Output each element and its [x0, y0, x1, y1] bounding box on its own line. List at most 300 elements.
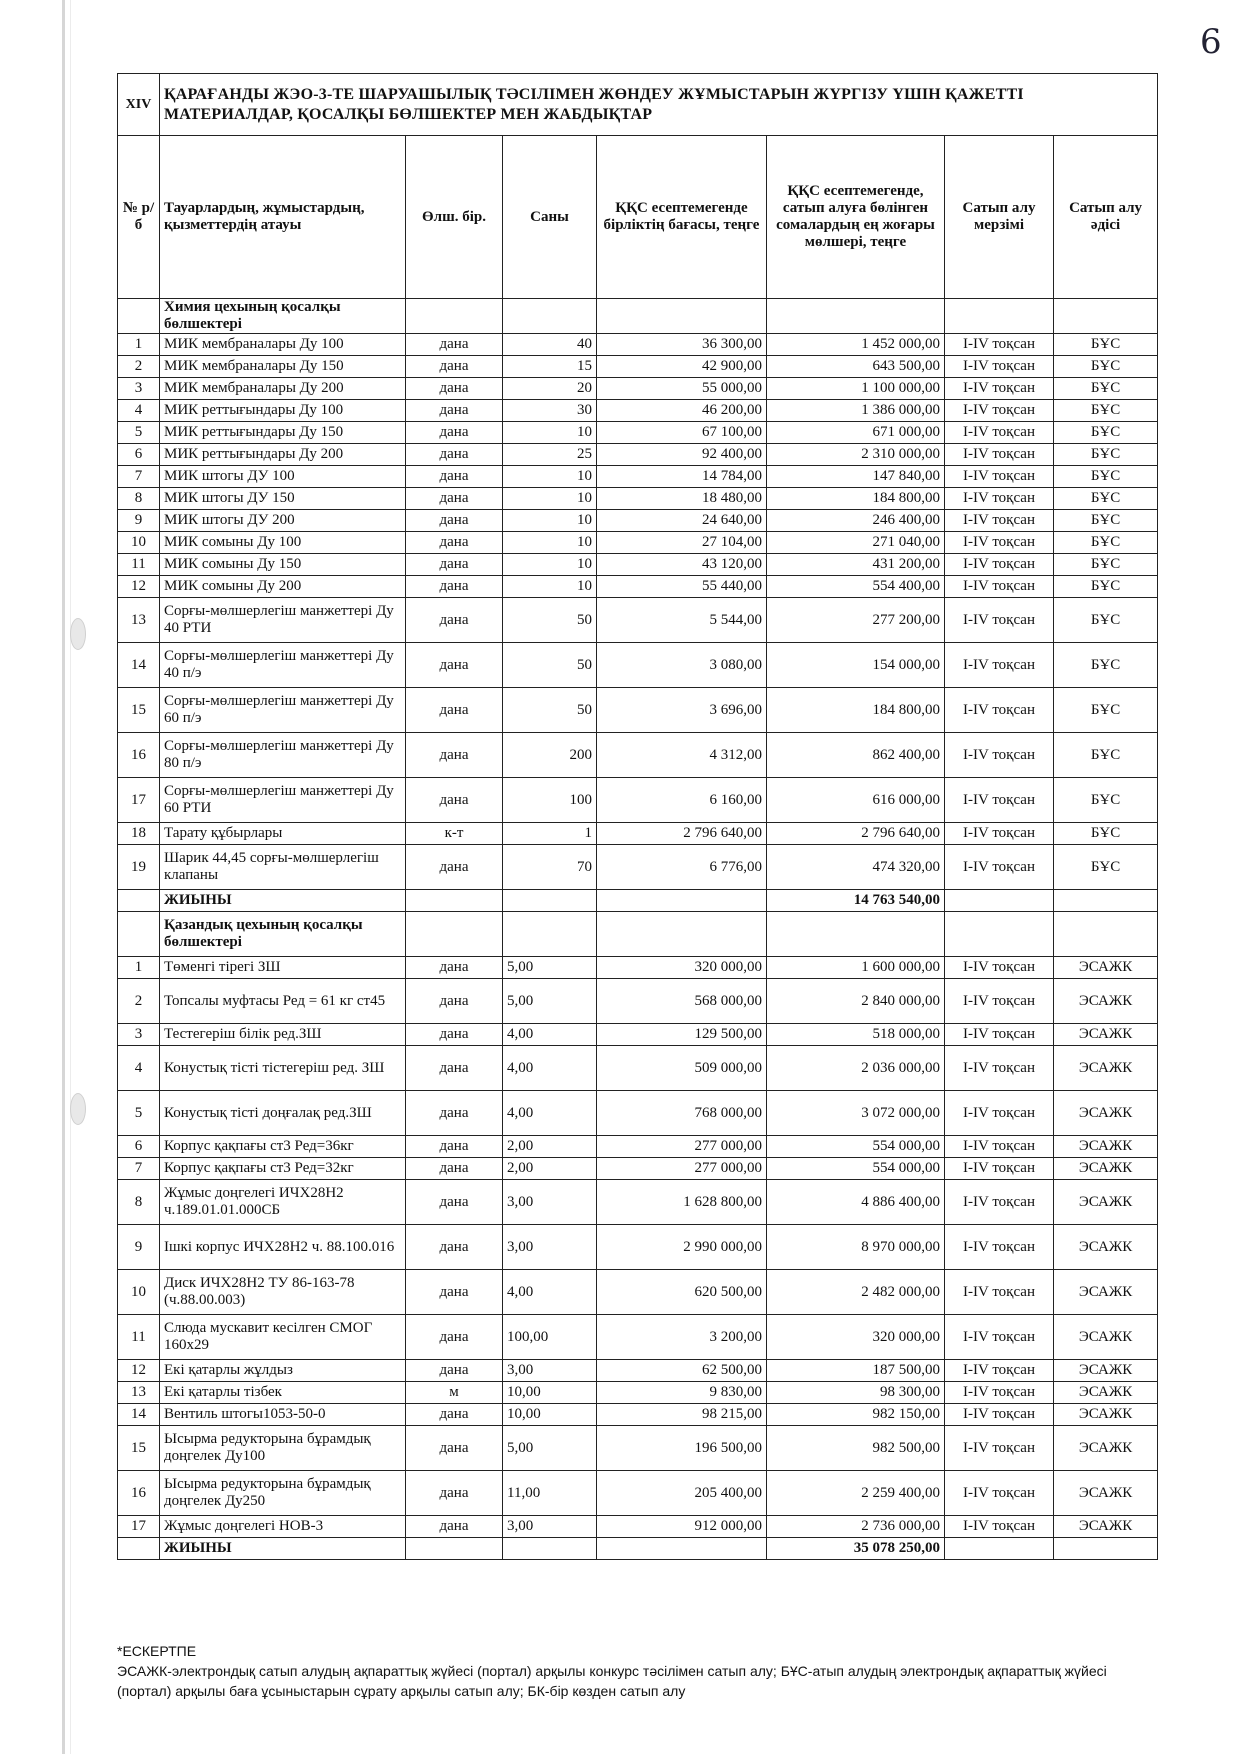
quantity: 10,00: [503, 1382, 597, 1404]
quantity: 2,00: [503, 1136, 597, 1158]
purchase-period: I-IV тоқсан: [945, 598, 1054, 643]
total-amount: 554 400,00: [767, 576, 945, 598]
unit-price: 24 640,00: [597, 510, 767, 532]
quantity: 10: [503, 422, 597, 444]
item-name: Ысырма редукторына бұрамдық доңгелек Ду100: [160, 1426, 406, 1471]
purchase-period: I-IV тоқсан: [945, 778, 1054, 823]
empty-cell: [118, 890, 160, 912]
quantity: 200: [503, 733, 597, 778]
section-title: ҚАРАҒАНДЫ ЖЭО-3-ТЕ ШАРУАШЫЛЫҚ ТӘСІЛІМЕН ЖӨНДЕУ ЖҰМЫСТАРЫН ЖҮРГІЗУ ҮШІН ҚАЖЕТТІ МАТЕРИАЛДАР, ҚОСАЛҚЫ БӨЛШЕКТЕР МЕН ЖАБДЫҚТАР: [160, 74, 1158, 136]
unit: дана: [406, 576, 503, 598]
total-amount: 1 100 000,00: [767, 378, 945, 400]
quantity: 40: [503, 334, 597, 356]
table-row: [118, 845, 1158, 890]
total-amount: 982 150,00: [767, 1404, 945, 1426]
section-number: XIV: [118, 74, 160, 136]
unit: дана: [406, 488, 503, 510]
unit-price: 42 900,00: [597, 356, 767, 378]
total-amount: 8 970 000,00: [767, 1225, 945, 1270]
unit-price: 3 200,00: [597, 1315, 767, 1360]
total-amount: 1 452 000,00: [767, 334, 945, 356]
purchase-period: I-IV тоқсан: [945, 688, 1054, 733]
row-number: 17: [118, 1516, 160, 1538]
total-amount: 277 200,00: [767, 598, 945, 643]
item-name: МИК мембраналары Ду 150: [160, 356, 406, 378]
unit-price: 18 480,00: [597, 488, 767, 510]
table-row: [118, 576, 1158, 598]
item-name: МИК штогы ДУ 100: [160, 466, 406, 488]
row-number: 15: [118, 688, 160, 733]
unit: дана: [406, 1270, 503, 1315]
item-name: Жұмыс доңгелегі ИЧХ28Н2 ч.189.01.01.000СБ: [160, 1180, 406, 1225]
row-number: 17: [118, 778, 160, 823]
unit: дана: [406, 554, 503, 576]
row-number: 9: [118, 510, 160, 532]
total-amount: 2 036 000,00: [767, 1046, 945, 1091]
table-row: [118, 1024, 1158, 1046]
purchase-period: I-IV тоқсан: [945, 400, 1054, 422]
quantity: 50: [503, 643, 597, 688]
item-name: Тарату құбырлары: [160, 823, 406, 845]
table-row: [118, 733, 1158, 778]
unit: дана: [406, 688, 503, 733]
unit: дана: [406, 733, 503, 778]
purchase-method: ЭСАЖК: [1054, 1360, 1158, 1382]
purchase-method: БҰС: [1054, 400, 1158, 422]
purchase-method: ЭСАЖК: [1054, 1270, 1158, 1315]
empty-cell: [767, 299, 945, 334]
purchase-period: I-IV тоқсан: [945, 845, 1054, 890]
total-amount: 2 482 000,00: [767, 1270, 945, 1315]
quantity: 10: [503, 510, 597, 532]
total-amount: 4 886 400,00: [767, 1180, 945, 1225]
row-number: 1: [118, 334, 160, 356]
row-number: 14: [118, 1404, 160, 1426]
row-number: 10: [118, 532, 160, 554]
purchase-period: I-IV тоқсан: [945, 444, 1054, 466]
quantity: 4,00: [503, 1270, 597, 1315]
table-row: [118, 1516, 1158, 1538]
item-name: Екі қатарлы жұлдыз: [160, 1360, 406, 1382]
row-number: 10: [118, 1270, 160, 1315]
quantity: 3,00: [503, 1225, 597, 1270]
row-number: 3: [118, 1024, 160, 1046]
quantity: 10,00: [503, 1404, 597, 1426]
purchase-method: БҰС: [1054, 643, 1158, 688]
row-number: 11: [118, 1315, 160, 1360]
unit: дана: [406, 1404, 503, 1426]
table-row: [118, 1382, 1158, 1404]
total-value: 14 763 540,00: [767, 890, 945, 912]
unit: дана: [406, 979, 503, 1024]
row-number: 2: [118, 979, 160, 1024]
unit: дана: [406, 1091, 503, 1136]
item-name: Корпус қақпағы ст3 Ред=32кг: [160, 1158, 406, 1180]
unit-price: 129 500,00: [597, 1024, 767, 1046]
col-header-method: Сатып алу әдісі: [1054, 136, 1158, 299]
item-name: МИК сомыны Ду 100: [160, 532, 406, 554]
empty-cell: [597, 1538, 767, 1560]
purchase-period: I-IV тоқсан: [945, 823, 1054, 845]
col-header-no: № р/б: [118, 136, 160, 299]
unit: дана: [406, 532, 503, 554]
footnote-title: *ЕСКЕРТПЕ: [117, 1643, 197, 1659]
item-name: Тестегеріш білік ред.ЗШ: [160, 1024, 406, 1046]
unit-price: 62 500,00: [597, 1360, 767, 1382]
page-number: 6: [1200, 22, 1222, 62]
empty-cell: [1054, 890, 1158, 912]
total-row: [118, 890, 1158, 912]
group-title: Қазандық цехының қосалқы бөлшектері: [160, 912, 406, 957]
empty-cell: [406, 1538, 503, 1560]
purchase-period: I-IV тоқсан: [945, 1046, 1054, 1091]
table-row: [118, 510, 1158, 532]
table-row: [118, 444, 1158, 466]
row-number: 2: [118, 356, 160, 378]
row-number: 8: [118, 488, 160, 510]
quantity: 25: [503, 444, 597, 466]
table-row: [118, 1270, 1158, 1315]
table-row: [118, 778, 1158, 823]
purchase-method: БҰС: [1054, 554, 1158, 576]
footnote: [117, 1641, 1157, 1701]
quantity: 10: [503, 554, 597, 576]
table-row: [118, 1315, 1158, 1360]
purchase-method: ЭСАЖК: [1054, 979, 1158, 1024]
purchase-period: I-IV тоқсан: [945, 643, 1054, 688]
quantity: 50: [503, 598, 597, 643]
total-amount: 2 840 000,00: [767, 979, 945, 1024]
unit-price: 320 000,00: [597, 957, 767, 979]
total-row: [118, 1538, 1158, 1560]
purchase-method: ЭСАЖК: [1054, 1046, 1158, 1091]
table-row: [118, 1180, 1158, 1225]
row-number: 8: [118, 1180, 160, 1225]
row-number: 19: [118, 845, 160, 890]
item-name: Ішкі корпус ИЧХ28Н2 ч. 88.100.016: [160, 1225, 406, 1270]
purchase-period: I-IV тоқсан: [945, 1225, 1054, 1270]
total-amount: 643 500,00: [767, 356, 945, 378]
empty-cell: [118, 299, 160, 334]
purchase-method: ЭСАЖК: [1054, 1225, 1158, 1270]
unit: дана: [406, 1046, 503, 1091]
unit-price: 205 400,00: [597, 1471, 767, 1516]
unit-price: 620 500,00: [597, 1270, 767, 1315]
purchase-method: ЭСАЖК: [1054, 1382, 1158, 1404]
empty-cell: [503, 1538, 597, 1560]
purchase-method: БҰС: [1054, 733, 1158, 778]
item-name: МИК сомыны Ду 150: [160, 554, 406, 576]
unit: дана: [406, 1024, 503, 1046]
unit-price: 3 696,00: [597, 688, 767, 733]
empty-cell: [945, 299, 1054, 334]
table-row: [118, 643, 1158, 688]
total-amount: 147 840,00: [767, 466, 945, 488]
unit-price: 55 440,00: [597, 576, 767, 598]
unit-price: 14 784,00: [597, 466, 767, 488]
total-amount: 671 000,00: [767, 422, 945, 444]
unit: дана: [406, 466, 503, 488]
row-number: 13: [118, 598, 160, 643]
unit-price: 46 200,00: [597, 400, 767, 422]
unit-price: 5 544,00: [597, 598, 767, 643]
purchase-method: ЭСАЖК: [1054, 1426, 1158, 1471]
row-number: 5: [118, 1091, 160, 1136]
item-name: Сорғы-мөлшерлегіш манжеттері Ду 40 РТИ: [160, 598, 406, 643]
column-header-row: [118, 136, 1158, 299]
purchase-method: БҰС: [1054, 444, 1158, 466]
table-row: [118, 1225, 1158, 1270]
total-amount: 2 736 000,00: [767, 1516, 945, 1538]
unit: дана: [406, 1360, 503, 1382]
row-number: 7: [118, 466, 160, 488]
row-number: 4: [118, 1046, 160, 1091]
table-row: [118, 1158, 1158, 1180]
table-row: [118, 1091, 1158, 1136]
total-amount: 431 200,00: [767, 554, 945, 576]
item-name: Топсалы муфтасы Ред = 61 кг ст45: [160, 979, 406, 1024]
quantity: 10: [503, 576, 597, 598]
unit-price: 27 104,00: [597, 532, 767, 554]
table-row: [118, 1426, 1158, 1471]
item-name: Слюда мускавит кесілген СМОГ 160х29: [160, 1315, 406, 1360]
unit-price: 67 100,00: [597, 422, 767, 444]
item-name: Сорғы-мөлшерлегіш манжеттері Ду 80 п/э: [160, 733, 406, 778]
unit: дана: [406, 444, 503, 466]
quantity: 1: [503, 823, 597, 845]
total-amount: 1 386 000,00: [767, 400, 945, 422]
unit: дана: [406, 643, 503, 688]
purchase-period: I-IV тоқсан: [945, 488, 1054, 510]
quantity: 10: [503, 488, 597, 510]
item-name: МИК штогы ДУ 150: [160, 488, 406, 510]
item-name: Конустық тісті доңғалақ ред.ЗШ: [160, 1091, 406, 1136]
scan-edge: [62, 0, 65, 1754]
purchase-period: I-IV тоқсан: [945, 576, 1054, 598]
unit-price: 55 000,00: [597, 378, 767, 400]
row-number: 15: [118, 1426, 160, 1471]
purchase-period: I-IV тоқсан: [945, 378, 1054, 400]
total-amount: 474 320,00: [767, 845, 945, 890]
unit-price: 4 312,00: [597, 733, 767, 778]
total-amount: 271 040,00: [767, 532, 945, 554]
item-name: МИК штогы ДУ 200: [160, 510, 406, 532]
total-label: ЖИЫНЫ: [160, 890, 406, 912]
total-label: ЖИЫНЫ: [160, 1538, 406, 1560]
purchase-period: I-IV тоқсан: [945, 1270, 1054, 1315]
purchase-period: I-IV тоқсан: [945, 1426, 1054, 1471]
table-row: [118, 422, 1158, 444]
row-number: 3: [118, 378, 160, 400]
unit: дана: [406, 510, 503, 532]
purchase-method: БҰС: [1054, 688, 1158, 733]
purchase-method: ЭСАЖК: [1054, 957, 1158, 979]
col-header-price: ҚҚС есептемегенде бірліктің бағасы, теңге: [597, 136, 767, 299]
quantity: 100: [503, 778, 597, 823]
empty-cell: [118, 1538, 160, 1560]
item-name: Корпус қақпағы ст3 Ред=36кг: [160, 1136, 406, 1158]
row-number: 6: [118, 444, 160, 466]
quantity: 15: [503, 356, 597, 378]
table-row: [118, 688, 1158, 733]
purchase-period: I-IV тоқсан: [945, 1024, 1054, 1046]
group-boiler-shop: [118, 912, 1158, 1560]
unit: дана: [406, 598, 503, 643]
quantity: 11,00: [503, 1471, 597, 1516]
empty-cell: [597, 299, 767, 334]
purchase-method: ЭСАЖК: [1054, 1180, 1158, 1225]
table-row: [118, 979, 1158, 1024]
unit-price: 2 796 640,00: [597, 823, 767, 845]
unit-price: 912 000,00: [597, 1516, 767, 1538]
row-number: 9: [118, 1225, 160, 1270]
col-header-qty: Саны: [503, 136, 597, 299]
unit: м: [406, 1382, 503, 1404]
total-amount: 246 400,00: [767, 510, 945, 532]
purchase-method: ЭСАЖК: [1054, 1158, 1158, 1180]
purchase-method: БҰС: [1054, 422, 1158, 444]
row-number: 16: [118, 733, 160, 778]
row-number: 5: [118, 422, 160, 444]
row-number: 13: [118, 1382, 160, 1404]
unit: дана: [406, 1225, 503, 1270]
unit-price: 196 500,00: [597, 1426, 767, 1471]
empty-cell: [767, 912, 945, 957]
quantity: 20: [503, 378, 597, 400]
purchase-period: I-IV тоқсан: [945, 532, 1054, 554]
purchase-method: БҰС: [1054, 576, 1158, 598]
purchase-period: I-IV тоқсан: [945, 957, 1054, 979]
empty-cell: [597, 890, 767, 912]
table-row: [118, 334, 1158, 356]
table-row: [118, 378, 1158, 400]
table-row: [118, 598, 1158, 643]
purchase-period: I-IV тоқсан: [945, 1516, 1054, 1538]
purchase-period: I-IV тоқсан: [945, 1315, 1054, 1360]
row-number: 4: [118, 400, 160, 422]
item-name: МИК мембраналары Ду 200: [160, 378, 406, 400]
total-amount: 320 000,00: [767, 1315, 945, 1360]
row-number: 18: [118, 823, 160, 845]
empty-cell: [1054, 912, 1158, 957]
purchase-period: I-IV тоқсан: [945, 334, 1054, 356]
procurement-table: [117, 73, 1158, 1560]
total-amount: 2 259 400,00: [767, 1471, 945, 1516]
quantity: 5,00: [503, 957, 597, 979]
purchase-period: I-IV тоқсан: [945, 1136, 1054, 1158]
empty-cell: [406, 912, 503, 957]
unit: дана: [406, 1471, 503, 1516]
row-number: 16: [118, 1471, 160, 1516]
empty-cell: [118, 912, 160, 957]
table-row: [118, 532, 1158, 554]
item-name: МИК реттығындары Ду 100: [160, 400, 406, 422]
unit-price: 92 400,00: [597, 444, 767, 466]
purchase-period: I-IV тоқсан: [945, 554, 1054, 576]
table-row: [118, 356, 1158, 378]
item-name: МИК мембраналары Ду 100: [160, 334, 406, 356]
table-row: [118, 823, 1158, 845]
empty-cell: [945, 1538, 1054, 1560]
total-amount: 184 800,00: [767, 488, 945, 510]
quantity: 3,00: [503, 1180, 597, 1225]
item-name: Төменгі тірегі ЗШ: [160, 957, 406, 979]
total-amount: 616 000,00: [767, 778, 945, 823]
purchase-method: ЭСАЖК: [1054, 1024, 1158, 1046]
quantity: 4,00: [503, 1091, 597, 1136]
punch-hole: [70, 1093, 86, 1125]
item-name: Ысырма редукторына бұрамдық доңгелек Ду250: [160, 1471, 406, 1516]
purchase-method: ЭСАЖК: [1054, 1315, 1158, 1360]
quantity: 70: [503, 845, 597, 890]
unit-price: 3 080,00: [597, 643, 767, 688]
quantity: 3,00: [503, 1516, 597, 1538]
document-sheet: [117, 73, 1157, 1560]
purchase-method: БҰС: [1054, 510, 1158, 532]
unit: дана: [406, 1315, 503, 1360]
item-name: МИК реттығындары Ду 150: [160, 422, 406, 444]
purchase-period: I-IV тоқсан: [945, 1360, 1054, 1382]
table-row: [118, 1471, 1158, 1516]
unit-price: 36 300,00: [597, 334, 767, 356]
total-amount: 518 000,00: [767, 1024, 945, 1046]
purchase-period: I-IV тоқсан: [945, 1091, 1054, 1136]
purchase-period: I-IV тоқсан: [945, 510, 1054, 532]
unit-price: 43 120,00: [597, 554, 767, 576]
unit: дана: [406, 400, 503, 422]
quantity: 100,00: [503, 1315, 597, 1360]
unit: дана: [406, 845, 503, 890]
unit-price: 509 000,00: [597, 1046, 767, 1091]
total-amount: 554 000,00: [767, 1136, 945, 1158]
item-name: Екі қатарлы тізбек: [160, 1382, 406, 1404]
empty-cell: [503, 912, 597, 957]
unit: дана: [406, 422, 503, 444]
purchase-method: ЭСАЖК: [1054, 1404, 1158, 1426]
unit-price: 277 000,00: [597, 1136, 767, 1158]
unit-price: 6 160,00: [597, 778, 767, 823]
unit-price: 768 000,00: [597, 1091, 767, 1136]
purchase-period: I-IV тоқсан: [945, 1158, 1054, 1180]
purchase-period: I-IV тоқсан: [945, 733, 1054, 778]
unit: дана: [406, 334, 503, 356]
section-header-row: [118, 74, 1158, 136]
scan-edge-line: [70, 0, 71, 1754]
purchase-period: I-IV тоқсан: [945, 466, 1054, 488]
total-amount: 2 796 640,00: [767, 823, 945, 845]
purchase-method: БҰС: [1054, 488, 1158, 510]
item-name: Жұмыс доңгелегі НОВ-3: [160, 1516, 406, 1538]
quantity: 4,00: [503, 1046, 597, 1091]
purchase-method: БҰС: [1054, 598, 1158, 643]
group-title-row: [118, 299, 1158, 334]
purchase-method: ЭСАЖК: [1054, 1516, 1158, 1538]
unit: дана: [406, 356, 503, 378]
item-name: Сорғы-мөлшерлегіш манжеттері Ду 60 РТИ: [160, 778, 406, 823]
total-amount: 3 072 000,00: [767, 1091, 945, 1136]
group-chemical-shop: [118, 299, 1158, 912]
unit-price: 98 215,00: [597, 1404, 767, 1426]
row-number: 12: [118, 576, 160, 598]
unit-price: 568 000,00: [597, 979, 767, 1024]
row-number: 7: [118, 1158, 160, 1180]
quantity: 5,00: [503, 979, 597, 1024]
row-number: 1: [118, 957, 160, 979]
item-name: Шарик 44,45 сорғы-мөлшерлегіш клапаны: [160, 845, 406, 890]
empty-cell: [945, 912, 1054, 957]
empty-cell: [597, 912, 767, 957]
item-name: Вентиль штогы1053-50-0: [160, 1404, 406, 1426]
